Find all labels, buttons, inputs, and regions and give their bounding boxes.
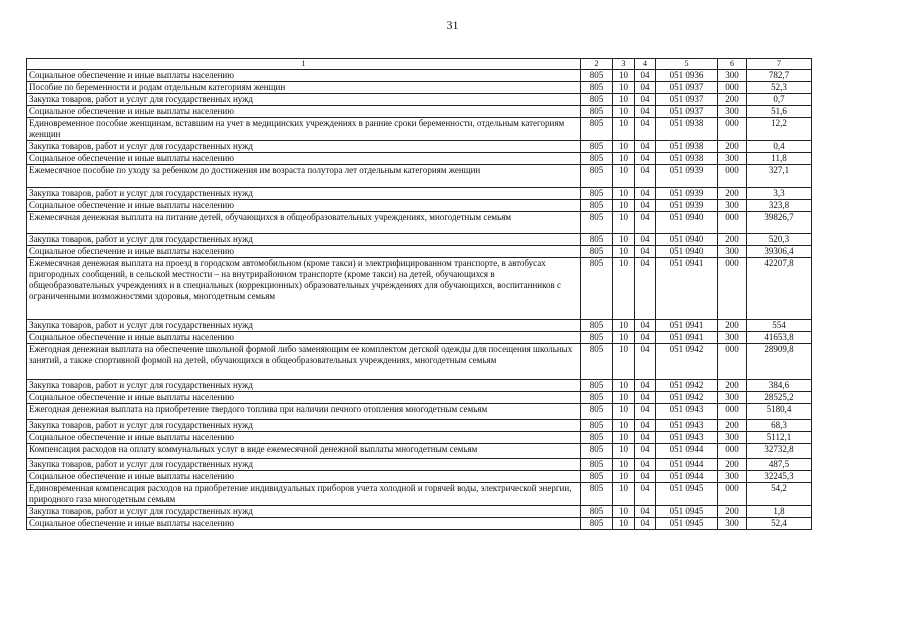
row-name: Закупка товаров, работ и услуг для государственных нужд: [27, 234, 581, 246]
row-expense-type: 000: [718, 212, 747, 234]
row-name: Закупка товаров, работ и услуг для государственных нужд: [27, 320, 581, 332]
table-row: [27, 444, 812, 459]
row-name: Закупка товаров, работ и услуг для государственных нужд: [27, 188, 581, 200]
row-expense-type: 300: [718, 332, 747, 344]
row-target-article: 051 0936: [656, 70, 718, 82]
budget-table: [26, 58, 812, 530]
row-target-article: 051 0945: [656, 518, 718, 530]
row-subsection-code: 04: [635, 432, 656, 444]
row-name: Единовременная компенсация расходов на приобретение индивидуальных приборов учета холодной и горячей воды, электрической энергии, природного газа многодетным семьям: [27, 483, 581, 506]
table-row: [27, 246, 812, 258]
row-ministry-code: 805: [581, 332, 613, 344]
table-row: [27, 404, 812, 420]
row-expense-type: 200: [718, 141, 747, 153]
table-row: [27, 483, 812, 506]
row-ministry-code: 805: [581, 165, 613, 188]
row-target-article: 051 0944: [656, 444, 718, 459]
row-subsection-code: 04: [635, 234, 656, 246]
row-subsection-code: 04: [635, 344, 656, 380]
row-ministry-code: 805: [581, 153, 613, 165]
row-subsection-code: 04: [635, 165, 656, 188]
table-row: [27, 320, 812, 332]
row-target-article: 051 0942: [656, 380, 718, 392]
row-amount: 384,6: [747, 380, 812, 392]
row-expense-type: 200: [718, 380, 747, 392]
header-cell-5: 5: [656, 59, 718, 70]
row-ministry-code: 805: [581, 506, 613, 518]
row-ministry-code: 805: [581, 82, 613, 94]
row-expense-type: 200: [718, 188, 747, 200]
row-section-code: 10: [613, 404, 635, 420]
row-amount: 3,3: [747, 188, 812, 200]
row-ministry-code: 805: [581, 459, 613, 471]
row-name: Социальное обеспечение и иные выплаты населению: [27, 471, 581, 483]
row-section-code: 10: [613, 320, 635, 332]
row-name: Закупка товаров, работ и услуг для государственных нужд: [27, 380, 581, 392]
row-expense-type: 000: [718, 82, 747, 94]
row-name: Ежемесячное пособие по уходу за ребенком до достижения им возраста полутора лет отдельным категориям женщин: [27, 165, 581, 188]
header-cell-6: 6: [718, 59, 747, 70]
row-subsection-code: 04: [635, 518, 656, 530]
row-expense-type: 300: [718, 106, 747, 118]
row-section-code: 10: [613, 118, 635, 141]
row-subsection-code: 04: [635, 188, 656, 200]
row-name: Ежегодная денежная выплата на приобретение твердого топлива при наличии печного отопления многодетным семьям: [27, 404, 581, 420]
row-section-code: 10: [613, 444, 635, 459]
row-amount: 1,8: [747, 506, 812, 518]
row-expense-type: 200: [718, 320, 747, 332]
row-amount: 0,4: [747, 141, 812, 153]
header-row: [27, 59, 812, 70]
row-subsection-code: 04: [635, 483, 656, 506]
row-target-article: 051 0941: [656, 258, 718, 320]
row-subsection-code: 04: [635, 258, 656, 320]
table-row: [27, 212, 812, 234]
row-name: Социальное обеспечение и иные выплаты населению: [27, 106, 581, 118]
row-ministry-code: 805: [581, 106, 613, 118]
row-section-code: 10: [613, 459, 635, 471]
row-amount: 39306,4: [747, 246, 812, 258]
row-name: Социальное обеспечение и иные выплаты населению: [27, 518, 581, 530]
row-subsection-code: 04: [635, 380, 656, 392]
row-subsection-code: 04: [635, 106, 656, 118]
header-cell-7: 7: [747, 59, 812, 70]
table-row: [27, 518, 812, 530]
table-row: [27, 471, 812, 483]
row-subsection-code: 04: [635, 82, 656, 94]
row-section-code: 10: [613, 82, 635, 94]
row-section-code: 10: [613, 392, 635, 404]
row-amount: 32245,3: [747, 471, 812, 483]
row-name: Социальное обеспечение и иные выплаты населению: [27, 332, 581, 344]
table-body: [27, 70, 812, 530]
row-target-article: 051 0943: [656, 420, 718, 432]
row-expense-type: 300: [718, 518, 747, 530]
row-section-code: 10: [613, 94, 635, 106]
row-ministry-code: 805: [581, 118, 613, 141]
row-expense-type: 000: [718, 404, 747, 420]
row-target-article: 051 0941: [656, 332, 718, 344]
table-row: [27, 82, 812, 94]
row-name: Пособие по беременности и родам отдельным категориям женщин: [27, 82, 581, 94]
row-section-code: 10: [613, 153, 635, 165]
row-target-article: 051 0941: [656, 320, 718, 332]
row-subsection-code: 04: [635, 320, 656, 332]
row-section-code: 10: [613, 432, 635, 444]
row-name: Социальное обеспечение и иные выплаты населению: [27, 432, 581, 444]
row-name: Закупка товаров, работ и услуг для государственных нужд: [27, 420, 581, 432]
row-amount: 5112,1: [747, 432, 812, 444]
row-ministry-code: 805: [581, 444, 613, 459]
row-expense-type: 300: [718, 200, 747, 212]
row-subsection-code: 04: [635, 392, 656, 404]
table-row: [27, 106, 812, 118]
row-ministry-code: 805: [581, 344, 613, 380]
row-name: Закупка товаров, работ и услуг для государственных нужд: [27, 141, 581, 153]
row-section-code: 10: [613, 200, 635, 212]
row-expense-type: 000: [718, 258, 747, 320]
row-name: Социальное обеспечение и иные выплаты населению: [27, 392, 581, 404]
table-row: [27, 392, 812, 404]
row-ministry-code: 805: [581, 94, 613, 106]
row-section-code: 10: [613, 188, 635, 200]
table-row: [27, 94, 812, 106]
row-ministry-code: 805: [581, 320, 613, 332]
table-row: [27, 70, 812, 82]
row-subsection-code: 04: [635, 141, 656, 153]
row-expense-type: 000: [718, 483, 747, 506]
row-subsection-code: 04: [635, 153, 656, 165]
header-cell-3: 3: [613, 59, 635, 70]
row-target-article: 051 0938: [656, 118, 718, 141]
row-amount: 28909,8: [747, 344, 812, 380]
row-ministry-code: 805: [581, 234, 613, 246]
row-ministry-code: 805: [581, 188, 613, 200]
row-target-article: 051 0942: [656, 392, 718, 404]
table-row: [27, 380, 812, 392]
row-target-article: 051 0945: [656, 506, 718, 518]
row-section-code: 10: [613, 141, 635, 153]
row-expense-type: 300: [718, 471, 747, 483]
row-expense-type: 300: [718, 392, 747, 404]
row-ministry-code: 805: [581, 70, 613, 82]
row-ministry-code: 805: [581, 258, 613, 320]
row-target-article: 051 0944: [656, 459, 718, 471]
row-subsection-code: 04: [635, 332, 656, 344]
row-amount: 5180,4: [747, 404, 812, 420]
page-number: 31: [446, 18, 459, 32]
row-amount: 42207,8: [747, 258, 812, 320]
row-expense-type: 000: [718, 165, 747, 188]
row-section-code: 10: [613, 246, 635, 258]
row-section-code: 10: [613, 212, 635, 234]
row-section-code: 10: [613, 70, 635, 82]
row-target-article: 051 0939: [656, 200, 718, 212]
row-target-article: 051 0938: [656, 141, 718, 153]
row-name: Закупка товаров, работ и услуг для государственных нужд: [27, 459, 581, 471]
row-section-code: 10: [613, 518, 635, 530]
row-name: Социальное обеспечение и иные выплаты населению: [27, 200, 581, 212]
row-amount: 52,4: [747, 518, 812, 530]
row-section-code: 10: [613, 483, 635, 506]
row-amount: 54,2: [747, 483, 812, 506]
row-target-article: 051 0940: [656, 212, 718, 234]
table-row: [27, 432, 812, 444]
row-section-code: 10: [613, 344, 635, 380]
row-target-article: 051 0945: [656, 483, 718, 506]
row-name: Компенсация расходов на оплату коммунальных услуг в виде ежемесячной денежной выплаты многодетным семьям: [27, 444, 581, 459]
row-subsection-code: 04: [635, 246, 656, 258]
row-amount: 41653,8: [747, 332, 812, 344]
row-target-article: 051 0942: [656, 344, 718, 380]
row-expense-type: 200: [718, 420, 747, 432]
row-section-code: 10: [613, 165, 635, 188]
row-amount: 68,3: [747, 420, 812, 432]
row-amount: 11,8: [747, 153, 812, 165]
table-row: [27, 420, 812, 432]
row-amount: 782,7: [747, 70, 812, 82]
row-expense-type: 300: [718, 246, 747, 258]
row-name: Ежемесячная денежная выплата на питание детей, обучающихся в общеобразовательных учреждениях, многодетным семьям: [27, 212, 581, 234]
row-subsection-code: 04: [635, 459, 656, 471]
row-amount: 554: [747, 320, 812, 332]
row-ministry-code: 805: [581, 518, 613, 530]
row-amount: 327,1: [747, 165, 812, 188]
row-amount: 28525,2: [747, 392, 812, 404]
row-expense-type: 000: [718, 444, 747, 459]
row-amount: 12,2: [747, 118, 812, 141]
row-amount: 487,5: [747, 459, 812, 471]
row-subsection-code: 04: [635, 471, 656, 483]
row-target-article: 051 0937: [656, 106, 718, 118]
row-amount: 52,3: [747, 82, 812, 94]
row-subsection-code: 04: [635, 420, 656, 432]
row-target-article: 051 0943: [656, 404, 718, 420]
row-section-code: 10: [613, 258, 635, 320]
row-subsection-code: 04: [635, 444, 656, 459]
row-expense-type: 200: [718, 94, 747, 106]
row-name: Социальное обеспечение и иные выплаты населению: [27, 153, 581, 165]
row-expense-type: 200: [718, 506, 747, 518]
row-section-code: 10: [613, 332, 635, 344]
row-subsection-code: 04: [635, 94, 656, 106]
row-target-article: 051 0937: [656, 82, 718, 94]
row-target-article: 051 0944: [656, 471, 718, 483]
header-cell-2: 2: [581, 59, 613, 70]
row-expense-type: 300: [718, 432, 747, 444]
table-row: [27, 200, 812, 212]
row-name: Социальное обеспечение и иные выплаты населению: [27, 246, 581, 258]
row-target-article: 051 0940: [656, 234, 718, 246]
table-row: [27, 141, 812, 153]
row-subsection-code: 04: [635, 404, 656, 420]
row-name: Социальное обеспечение и иные выплаты населению: [27, 70, 581, 82]
row-section-code: 10: [613, 506, 635, 518]
row-expense-type: 300: [718, 70, 747, 82]
row-name: Закупка товаров, работ и услуг для государственных нужд: [27, 94, 581, 106]
row-target-article: 051 0939: [656, 188, 718, 200]
row-ministry-code: 805: [581, 392, 613, 404]
table-row: [27, 332, 812, 344]
table-row: [27, 344, 812, 380]
table-row: [27, 258, 812, 320]
row-target-article: 051 0937: [656, 94, 718, 106]
row-expense-type: 300: [718, 153, 747, 165]
row-ministry-code: 805: [581, 471, 613, 483]
row-name: Единовременное пособие женщинам, вставшим на учет в медицинских учреждениях в ранние сроки беременности, отдельным категориям женщин: [27, 118, 581, 141]
row-target-article: 051 0939: [656, 165, 718, 188]
row-subsection-code: 04: [635, 212, 656, 234]
row-amount: 520,3: [747, 234, 812, 246]
row-target-article: 051 0940: [656, 246, 718, 258]
row-expense-type: 200: [718, 459, 747, 471]
row-section-code: 10: [613, 380, 635, 392]
row-ministry-code: 805: [581, 404, 613, 420]
row-ministry-code: 805: [581, 141, 613, 153]
row-name: Ежемесячная денежная выплата на проезд в городском автомобильном (кроме такси) и электрифицированном транспорте, в автобусах пригородных сообщений, в сельской местности – на внутрирайонном транспорте (кроме такси) на детей, обучающихся в общеобразовательных учреждениях и в специальных (коррекционных) образовательных учреждениях для обучающихся, воспитанников с ограниченными возможностями здоровья, многодетным семьям: [27, 258, 581, 320]
header-cell-4: 4: [635, 59, 656, 70]
row-subsection-code: 04: [635, 506, 656, 518]
table-row: [27, 459, 812, 471]
row-section-code: 10: [613, 420, 635, 432]
table-row: [27, 188, 812, 200]
row-section-code: 10: [613, 106, 635, 118]
table-row: [27, 234, 812, 246]
row-ministry-code: 805: [581, 246, 613, 258]
header-cell-1: 1: [27, 59, 581, 70]
row-ministry-code: 805: [581, 420, 613, 432]
row-subsection-code: 04: [635, 118, 656, 141]
row-amount: 32732,8: [747, 444, 812, 459]
table-row: [27, 506, 812, 518]
row-amount: 0,7: [747, 94, 812, 106]
row-name: Ежегодная денежная выплата на обеспечение школьной формой либо заменяющим ее комплектом детской одежды для посещения школьных занятий, а также спортивной формой на детей, обучающихся в общеобразовательных учреждениях, многодетным семьям: [27, 344, 581, 380]
row-expense-type: 000: [718, 344, 747, 380]
row-ministry-code: 805: [581, 200, 613, 212]
row-ministry-code: 805: [581, 432, 613, 444]
row-name: Закупка товаров, работ и услуг для государственных нужд: [27, 506, 581, 518]
row-ministry-code: 805: [581, 380, 613, 392]
row-amount: 51,6: [747, 106, 812, 118]
row-subsection-code: 04: [635, 200, 656, 212]
row-target-article: 051 0938: [656, 153, 718, 165]
row-expense-type: 200: [718, 234, 747, 246]
row-expense-type: 000: [718, 118, 747, 141]
row-section-code: 10: [613, 234, 635, 246]
row-section-code: 10: [613, 471, 635, 483]
table-row: [27, 153, 812, 165]
row-target-article: 051 0943: [656, 432, 718, 444]
row-amount: 39826,7: [747, 212, 812, 234]
table-row: [27, 165, 812, 188]
row-amount: 323,8: [747, 200, 812, 212]
table-row: [27, 118, 812, 141]
row-ministry-code: 805: [581, 483, 613, 506]
row-subsection-code: 04: [635, 70, 656, 82]
row-ministry-code: 805: [581, 212, 613, 234]
